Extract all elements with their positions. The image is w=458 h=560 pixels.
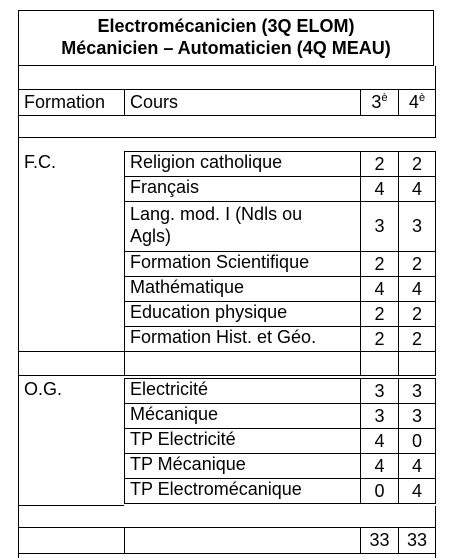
course-hours-4: 3 (398, 404, 436, 429)
spacer-row (18, 66, 436, 90)
course-hours-4: 4 (398, 177, 436, 202)
course-name: Religion catholique (124, 152, 360, 177)
course-name: Français (124, 177, 360, 202)
empty-cell (360, 352, 398, 376)
course-name: Education physique (124, 302, 360, 327)
course-hours-3: 2 (360, 327, 398, 352)
empty-cell (18, 528, 124, 554)
course-hours-4: 2 (398, 252, 436, 277)
course-name: Formation Scientifique (124, 252, 360, 277)
course-hours-4: 2 (398, 327, 436, 352)
course-hours-3: 4 (360, 429, 398, 454)
spacer-row (18, 116, 436, 138)
empty-cell (124, 528, 360, 554)
total-hours-3: 33 (360, 528, 398, 554)
header-row (18, 90, 436, 116)
course-hours-3: 4 (360, 177, 398, 202)
course-hours-3: 4 (360, 277, 398, 302)
course-name: TP Electromécanique (124, 479, 360, 504)
header-year-3: $3^è$ (360, 90, 398, 116)
group-label-og: O.G. (18, 376, 124, 506)
course-name: Mécanique (124, 404, 360, 429)
trailing-row (18, 554, 436, 558)
course-name: Lang. mod. I (Ndls ou Agls) (124, 202, 360, 252)
course-name: Mathématique (124, 277, 360, 302)
course-name: TP Electricité (124, 429, 360, 454)
group-label-fc: F.C. (18, 138, 124, 352)
course-hours-3: 3 (360, 404, 398, 429)
spacer-row (18, 352, 436, 376)
course-hours-4: 4 (398, 277, 436, 302)
course-hours-3: 2 (360, 302, 398, 327)
header-formation: Formation (18, 90, 124, 116)
total-hours-4: 33 (398, 528, 436, 554)
course-hours-4: 4 (398, 454, 436, 479)
divider (124, 378, 436, 379)
course-hours-4: 3 (398, 202, 436, 252)
curriculum-table (18, 10, 436, 558)
course-hours-4: 4 (398, 479, 436, 504)
table-title (18, 10, 434, 66)
course-name: TP Mécanique (124, 454, 360, 479)
empty-cell (18, 352, 124, 376)
course-hours-3: 0 (360, 479, 398, 504)
course-name: Electricité (124, 379, 360, 404)
course-hours-3: 3 (360, 202, 398, 252)
header-year-4: $4^è$ (398, 90, 436, 116)
title-line-2: Mécanicien – Automaticien (4Q MEAU) (61, 38, 391, 58)
course-hours-3: 2 (360, 152, 398, 177)
course-hours-3: 2 (360, 252, 398, 277)
divider (124, 151, 436, 152)
course-hours-4: 3 (398, 379, 436, 404)
course-hours-3: 3 (360, 379, 398, 404)
spacer-row (18, 506, 436, 528)
course-name: Formation Hist. et Géo. (124, 327, 360, 352)
empty-cell (124, 352, 360, 376)
totals-row (18, 528, 436, 554)
course-hours-4: 2 (398, 302, 436, 327)
empty-cell (398, 352, 436, 376)
course-hours-3: 4 (360, 454, 398, 479)
course-hours-4: 0 (398, 429, 436, 454)
title-line-1: Electromécanicien (3Q ELOM) (97, 16, 355, 36)
header-cours: Cours (124, 90, 360, 116)
course-hours-4: 2 (398, 152, 436, 177)
